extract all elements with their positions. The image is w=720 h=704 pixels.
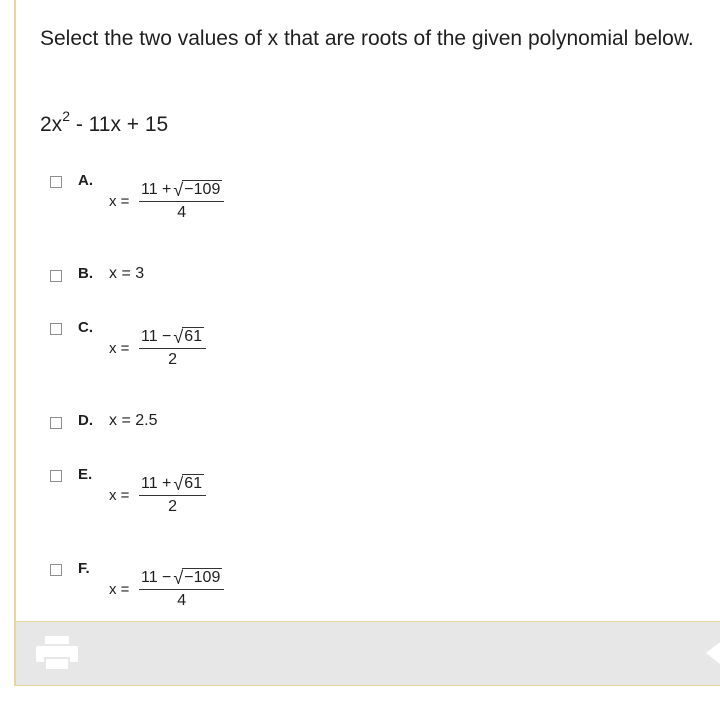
polynomial-suffix: - 11x + 15 xyxy=(69,113,169,136)
radicand: −109 xyxy=(184,569,221,586)
radicand: 61 xyxy=(184,475,203,492)
choice-letter: D. xyxy=(78,412,93,429)
fraction xyxy=(139,180,224,222)
choice-letter: A. xyxy=(78,172,93,189)
numerator xyxy=(139,327,206,349)
denominator: 2 xyxy=(168,351,177,368)
checkbox-b[interactable] xyxy=(50,270,62,282)
numerator xyxy=(139,568,224,590)
choice-d[interactable] xyxy=(50,412,350,472)
polynomial-prefix: 2x xyxy=(40,113,63,136)
numerator-prefix: 11 − xyxy=(141,569,172,586)
square-root xyxy=(173,568,222,587)
radical-sign: √ xyxy=(173,568,184,588)
square-root xyxy=(173,327,204,346)
choice-letter: B. xyxy=(78,265,93,282)
numerator-prefix: 11 + xyxy=(141,475,172,492)
radicand: 61 xyxy=(184,328,203,345)
numerator xyxy=(139,474,206,496)
choice-lhs: x = xyxy=(109,340,130,357)
choice-lhs: x = xyxy=(109,581,130,598)
choice-lhs: x = xyxy=(109,487,130,504)
checkbox-f[interactable] xyxy=(50,564,62,576)
question-prompt: Select the two values of x that are roots of the given polynomial below. xyxy=(40,27,694,50)
radical-sign: √ xyxy=(173,474,184,494)
choice-b[interactable] xyxy=(50,265,350,325)
numerator-prefix: 11 + xyxy=(141,181,172,198)
denominator: 4 xyxy=(177,592,187,609)
radical-sign: √ xyxy=(173,327,184,347)
choice-lhs: x = xyxy=(109,193,130,210)
choice-letter: E. xyxy=(78,466,93,483)
fraction xyxy=(139,327,206,369)
choice-e[interactable] xyxy=(50,466,350,526)
choice-letter: F. xyxy=(78,560,90,577)
printer-icon[interactable] xyxy=(36,636,78,670)
fraction xyxy=(139,568,224,610)
choice-expression: x = 3 xyxy=(109,265,145,282)
square-root xyxy=(173,474,204,493)
choice-letter: C. xyxy=(78,319,93,336)
checkbox-d[interactable] xyxy=(50,417,62,429)
radical-sign: √ xyxy=(173,180,184,200)
fraction xyxy=(139,474,206,516)
polynomial-exponent: 2 xyxy=(62,108,70,124)
choice-a[interactable] xyxy=(50,172,350,232)
choice-f[interactable] xyxy=(50,560,350,620)
radicand: −109 xyxy=(184,181,221,198)
arrow-left-icon[interactable] xyxy=(706,642,720,664)
checkbox-e[interactable] xyxy=(50,470,62,482)
numerator-prefix: 11 − xyxy=(141,328,172,345)
denominator: 2 xyxy=(168,498,177,515)
denominator: 4 xyxy=(177,204,187,221)
numerator xyxy=(139,180,224,202)
bottom-toolbar xyxy=(16,621,720,685)
polynomial-expression xyxy=(40,110,168,137)
choice-c[interactable] xyxy=(50,319,350,379)
choice-expression: x = 2.5 xyxy=(109,412,158,429)
checkbox-c[interactable] xyxy=(50,323,62,335)
square-root xyxy=(173,180,222,199)
checkbox-a[interactable] xyxy=(50,176,62,188)
